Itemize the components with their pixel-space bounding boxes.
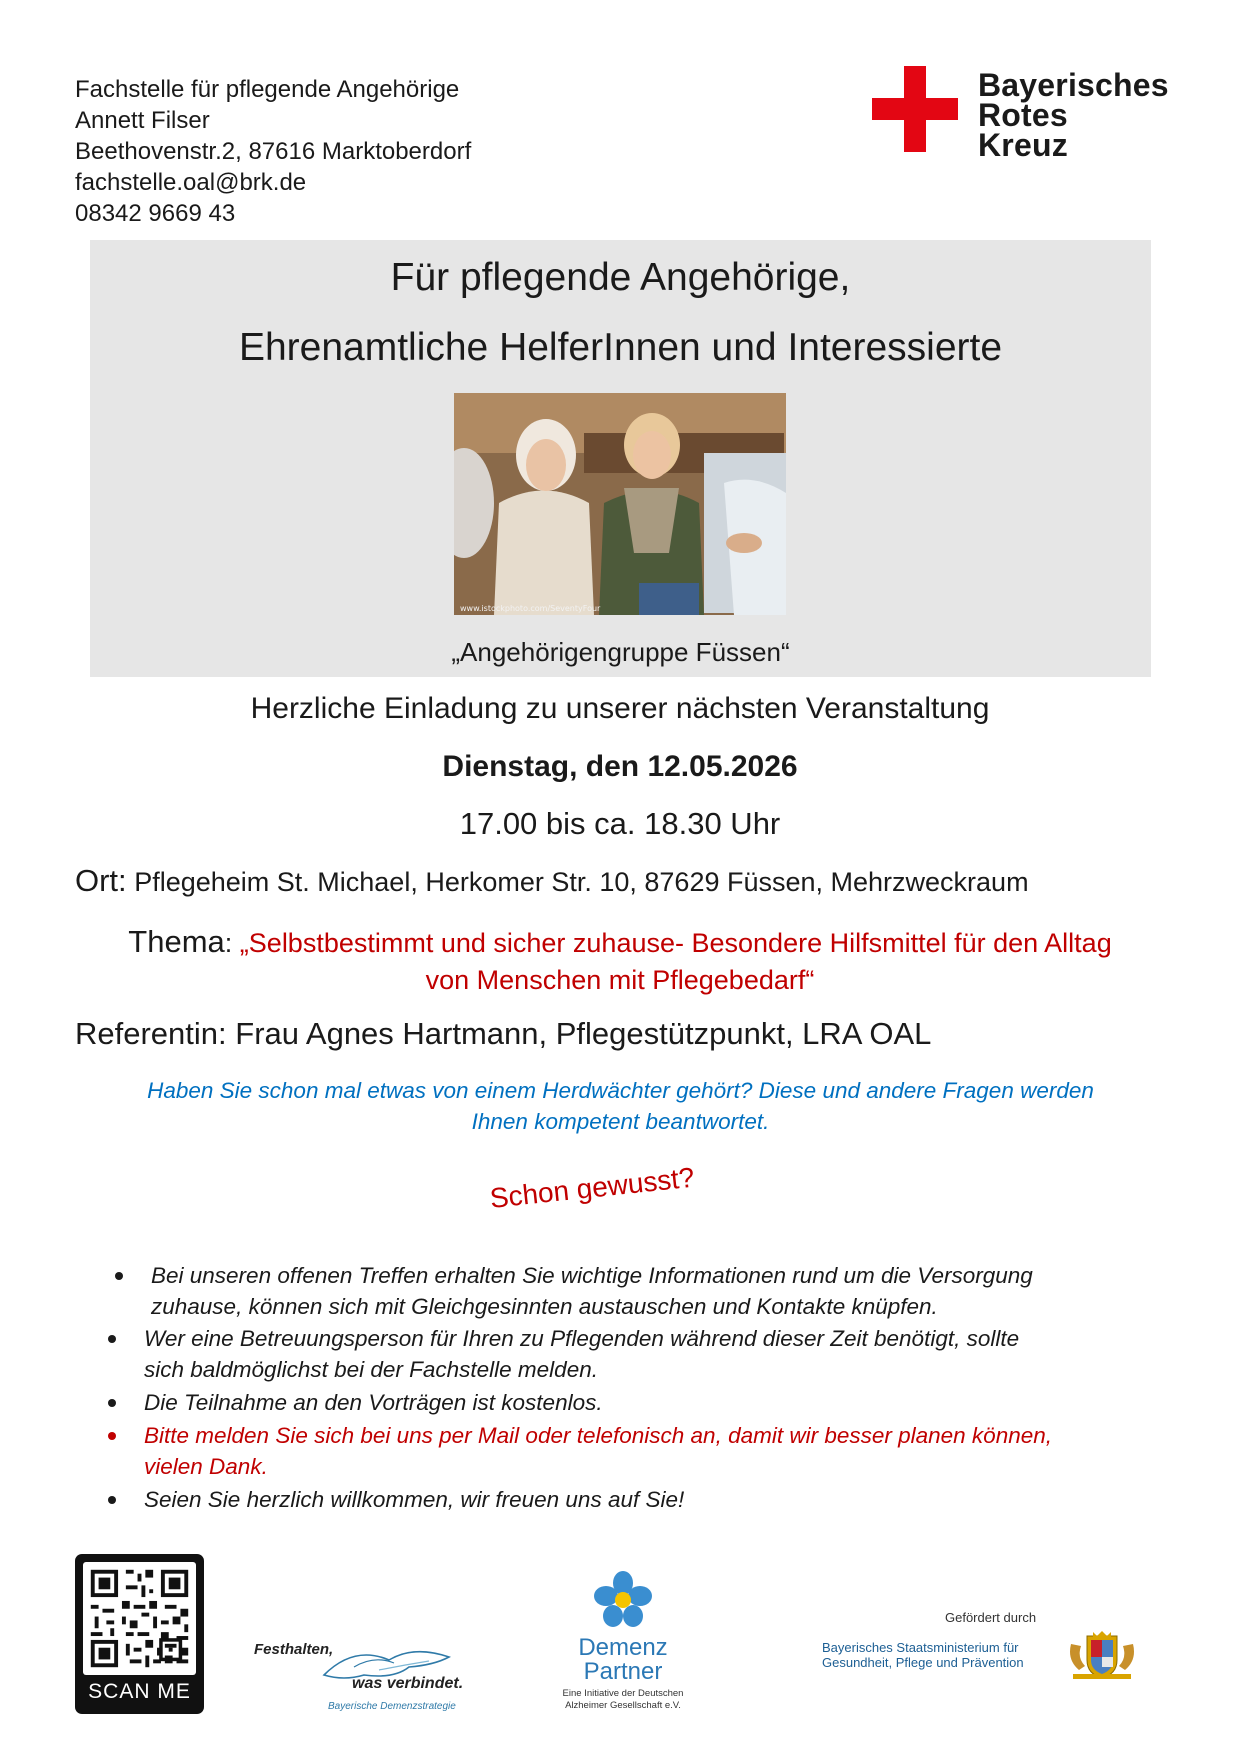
bavarian-coat-of-arms-icon (1065, 1630, 1139, 1682)
address-line-street: Beethovenstr.2, 87616 Marktoberdorf (75, 138, 472, 165)
demenz-subtitle-line-2: Alzheimer Gesellschaft e.V. (565, 1700, 681, 1711)
bullet-icon (108, 1399, 116, 1407)
info-heading: Schon gewusst? (488, 1161, 696, 1214)
bullet-icon (108, 1335, 116, 1343)
festhalten-line-2: was verbindet. (352, 1675, 464, 1692)
demenzstrategie-logo (254, 1635, 484, 1715)
contact-address (75, 74, 471, 229)
bullet-text: zuhause, können sich mit Gleichgesinnten austauschen und Kontakte knüpfen. (151, 1294, 938, 1319)
list-item (144, 1484, 684, 1515)
bullet-text: Die Teilnahme an den Vorträgen ist kostenlos. (144, 1390, 603, 1415)
location-text: Pflegeheim St. Michael, Herkomer Str. 10, 87629 Füssen, Mehrzweckraum (134, 867, 1029, 897)
seniors-photo (454, 393, 786, 615)
photo-credit: www.istockphoto.com/SeventyFour (460, 604, 601, 613)
list-item (144, 1420, 1052, 1482)
logo-word-2: Rotes (978, 97, 1068, 133)
demenz-word: Demenz (578, 1634, 668, 1661)
topic-line-2: von Menschen mit Pflegebedarf“ (425, 965, 815, 995)
photo-illustration (454, 393, 786, 615)
ministry-line-1: Bayerisches Staatsministerium für (822, 1640, 1019, 1655)
bullet-text: vielen Dank. (144, 1454, 268, 1479)
teaser-line-2: Ihnen kompetent beantwortet. (471, 1109, 770, 1134)
bullet-icon (108, 1496, 116, 1504)
title-line-2: Ehrenamtliche HelferInnen und Interessierte (238, 326, 1003, 369)
forget-me-not-icon (593, 1570, 653, 1630)
logo-word-1: Bayerisches (978, 67, 1169, 103)
event-topic (80, 923, 1160, 999)
teaser-question (90, 1075, 1151, 1137)
partner-word: Partner (583, 1658, 663, 1685)
brk-logo (872, 66, 1172, 166)
event-location (75, 863, 1029, 899)
group-name: „Angehörigengruppe Füssen“ (451, 637, 790, 667)
red-cross-bar (872, 98, 958, 120)
location-label: Ort: (75, 863, 127, 898)
bullet-text: sich baldmöglichst bei der Fachstelle melden. (144, 1357, 598, 1382)
qr-code[interactable] (75, 1554, 204, 1714)
address-line-name: Annett Filser (75, 107, 210, 134)
ministry-line-2: Gesundheit, Pflege und Prävention (822, 1655, 1024, 1670)
list-item (151, 1260, 1033, 1322)
address-line-phone: 08342 9669 43 (75, 200, 236, 227)
bullet-text: Bitte melden Sie sich bei uns per Mail oder telefonisch an, damit wir besser planen können, (144, 1423, 1052, 1448)
speaker: Referentin: Frau Agnes Hartmann, Pflegestützpunkt, LRA OAL (75, 1016, 932, 1051)
invitation-text: Herzliche Einladung zu unserer nächsten Veranstaltung (250, 692, 990, 725)
demenz-subtitle-line-1: Eine Initiative der Deutschen (562, 1688, 684, 1699)
funding-ministry-logo (810, 1610, 1150, 1700)
topic-label: Thema (128, 924, 225, 959)
bullet-icon (108, 1432, 116, 1440)
title-line-1: Für pflegende Angehörige, (390, 256, 851, 299)
address-line-email[interactable]: fachstelle.oal@brk.de (75, 169, 307, 196)
festhalten-subtitle: Bayerische Demenzstrategie (328, 1701, 456, 1712)
list-item (144, 1387, 603, 1418)
qr-icon (83, 1562, 196, 1675)
funded-by-label: Gefördert durch (945, 1610, 1037, 1625)
festhalten-line-1: Festhalten, (254, 1641, 334, 1658)
address-line-office: Fachstelle für pflegende Angehörige (75, 76, 460, 103)
bullet-text: Bei unseren offenen Treffen erhalten Sie wichtige Informationen rund um die Versorgung (151, 1263, 1033, 1288)
bullet-icon (115, 1272, 123, 1280)
topic-line-1: „Selbstbestimmt und sicher zuhause- Besondere Hilfsmittel für den Alltag (239, 928, 1112, 958)
topic-colon: : (224, 928, 233, 958)
bullet-text: Wer eine Betreuungsperson für Ihren zu Pflegenden während dieser Zeit benötigt, sollte (144, 1326, 1020, 1351)
demenz-subtitle (538, 1688, 708, 1712)
scan-me-label: SCAN ME (88, 1680, 191, 1703)
list-item (144, 1323, 1019, 1385)
bullet-text: Seien Sie herzlich willkommen, wir freuen uns auf Sie! (144, 1487, 685, 1512)
event-time: 17.00 bis ca. 18.30 Uhr (459, 806, 781, 841)
teaser-line-1: Haben Sie schon mal etwas von einem Herdwächter gehört? Diese und andere Fragen werden (147, 1078, 1094, 1103)
event-date: Dienstag, den 12.05.2026 (442, 750, 798, 783)
qr-code-pattern (83, 1562, 196, 1675)
logo-word-3: Kreuz (978, 127, 1068, 163)
demenz-partner-logo (548, 1570, 698, 1720)
